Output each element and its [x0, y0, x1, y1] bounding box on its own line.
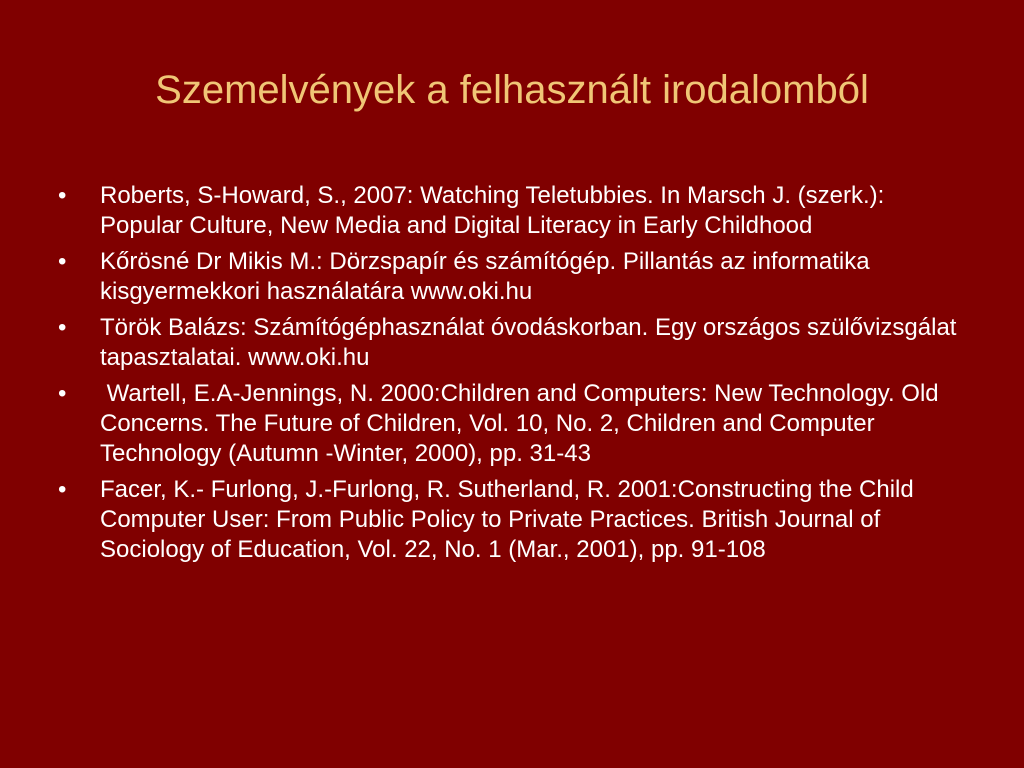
reference-text: Török Balázs: Számítógéphasználat óvodáskorban. Egy országos szülővizsgálat tapasztalatai. www.oki.hu — [100, 314, 964, 371]
reference-text: Wartell, E.A-Jennings, N. 2000:Children and Computers: New Technology. Old Concerns. The Future of Children, Vol. 10, No. 2, Children and Computer Technology (Autumn -Winter, 2000), pp. 31-43 — [100, 380, 946, 467]
list-item — [58, 181, 968, 241]
bullet-icon: • — [58, 248, 67, 275]
slide-title: Szemelvények a felhasznált irodalomból — [155, 68, 869, 112]
reference-text: Roberts, S-Howard, S., 2007: Watching Teletubbies. In Marsch J. (szerk.): Popular Culture, New Media and Digital Literacy in Early Childhood — [100, 182, 891, 239]
bullet-icon: • — [58, 380, 67, 407]
bullet-icon: • — [58, 476, 67, 503]
bullet-icon: • — [58, 314, 67, 341]
list-item — [58, 379, 968, 469]
reference-text: Kőrösné Dr Mikis M.: Dörzspapír és számítógép. Pillantás az informatika kisgyermekkori használatára www.oki.hu — [100, 248, 877, 305]
list-item — [58, 313, 968, 373]
list-item — [58, 247, 968, 307]
reference-text: Facer, K.- Furlong, J.-Furlong, R. Sutherland, R. 2001:Constructing the Child Computer User: From Public Policy to Private Practices. British Journal of Sociology of Education, Vol. 22, No. 1 (Mar., 2001), pp. 91-108 — [100, 476, 921, 563]
bullet-icon: • — [58, 182, 67, 209]
list-item — [58, 475, 968, 565]
reference-list — [58, 181, 968, 571]
